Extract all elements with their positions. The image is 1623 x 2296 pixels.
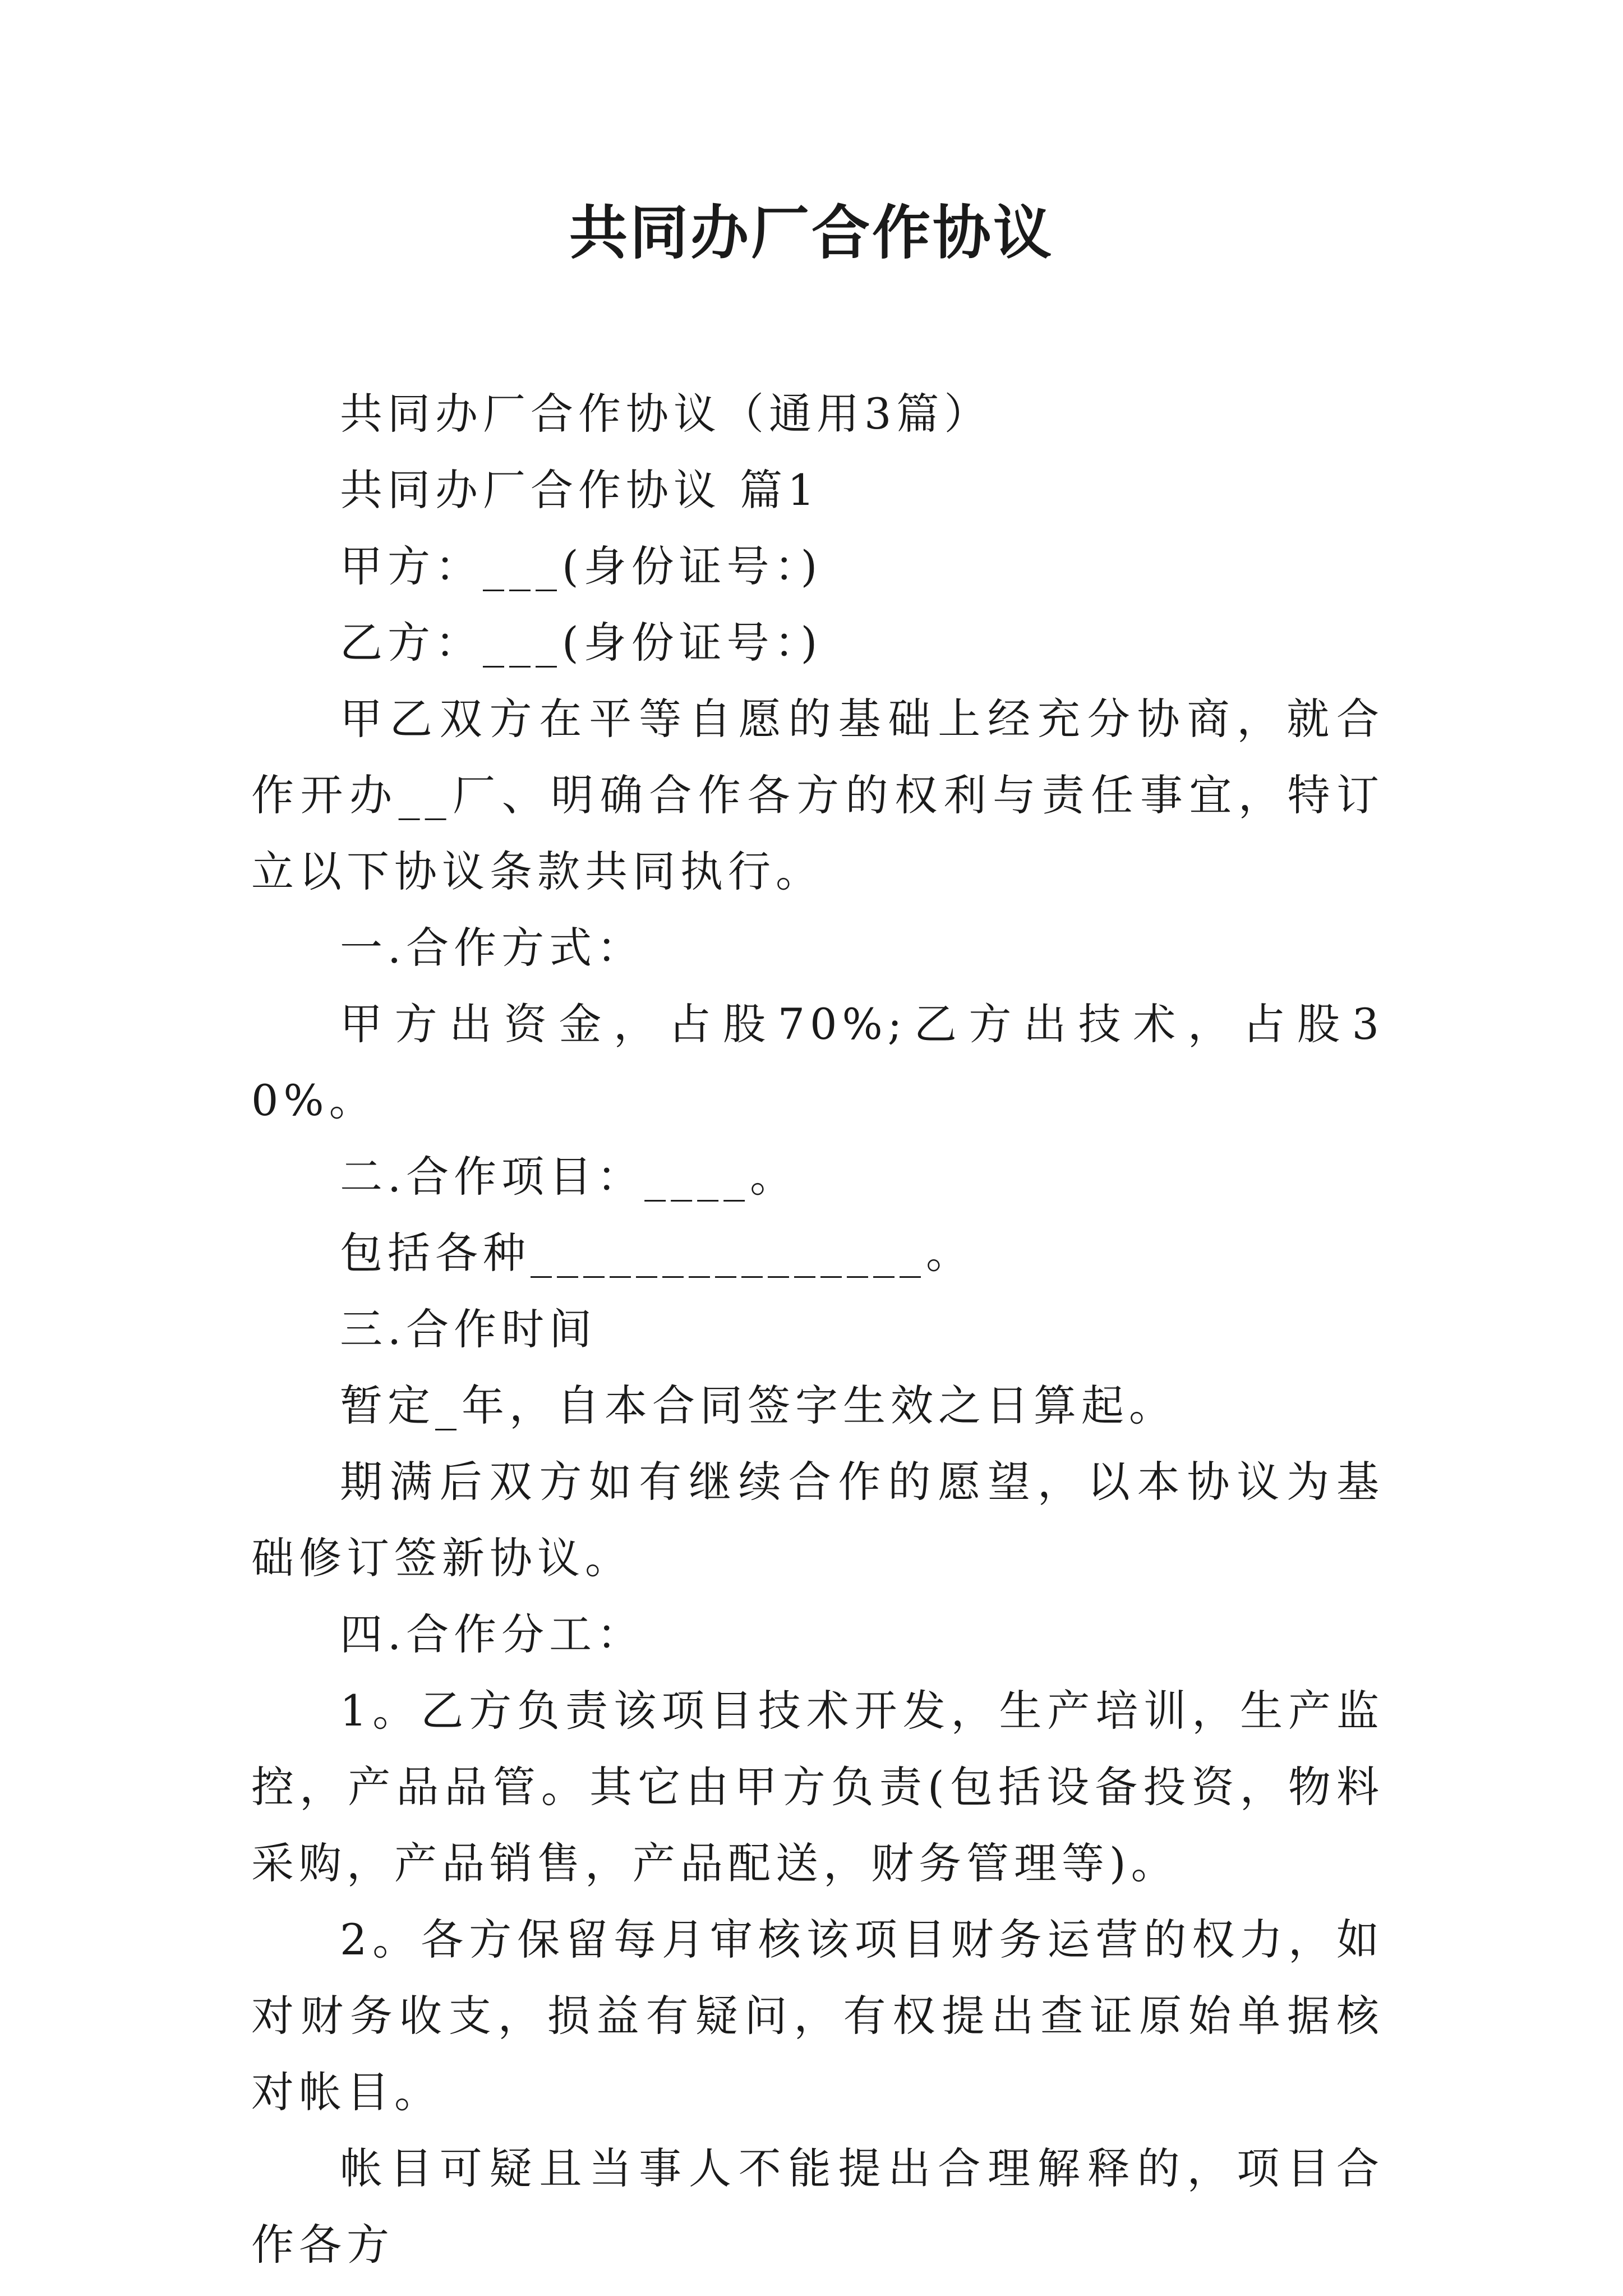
paragraph-party-b: 乙方：___(身份证号：) (340, 618, 823, 668)
paragraph-heading-part-1: 共同办厂合作协议 篇1 (340, 465, 820, 515)
paragraph-heading-collection: 共同办厂合作协议（通用3篇） (340, 389, 992, 439)
section-heading-cooperation-method: 一.合作方式： (340, 923, 645, 973)
paragraph-party-a: 甲方：___(身份证号：) (340, 541, 823, 591)
section-heading-cooperation-project: 二.合作项目：____。 (340, 1152, 798, 1202)
paragraph-term: 暂定_年，自本合同签字生效之日算起。 (340, 1381, 1177, 1430)
paragraph-clause-2: 2。各方保留每月审核该项目财务运营的权力，如对财务收支，损益有疑问，有权提出查证原始单据核对帐目。 (251, 1915, 1384, 2117)
paragraph-project-scope: 包括各种_______________。 (340, 1228, 974, 1278)
paragraph-clause-continued: 帐目可疑且当事人不能提出合理解释的，项目合作各方 (251, 2143, 1384, 2270)
document-title: 共同办厂合作协议 (569, 198, 1054, 267)
section-heading-division-of-labor: 四.合作分工： (340, 1609, 645, 1659)
paragraph-preamble: 甲乙双方在平等自愿的基础上经充分协商，就合作开办__厂、明确合作各方的权利与责任事宜，特订立以下协议条款共同执行。 (251, 694, 1384, 896)
section-heading-cooperation-time: 三.合作时间 (340, 1304, 597, 1354)
document-body (251, 376, 1384, 2283)
paragraph-renewal: 期满后双方如有继续合作的愿望，以本协议为基础修订签新协议。 (251, 1457, 1384, 1583)
paragraph-shareholding: 甲方出资金，占股70%;乙方出技术，占股30%。 (251, 999, 1384, 1125)
paragraph-clause-1: 1。乙方负责该项目技术开发，生产培训，生产监控，产品品管。其它由甲方负责(包括设备投资，物料采购，产品销售，产品配送，财务管理等)。 (251, 1686, 1384, 1888)
